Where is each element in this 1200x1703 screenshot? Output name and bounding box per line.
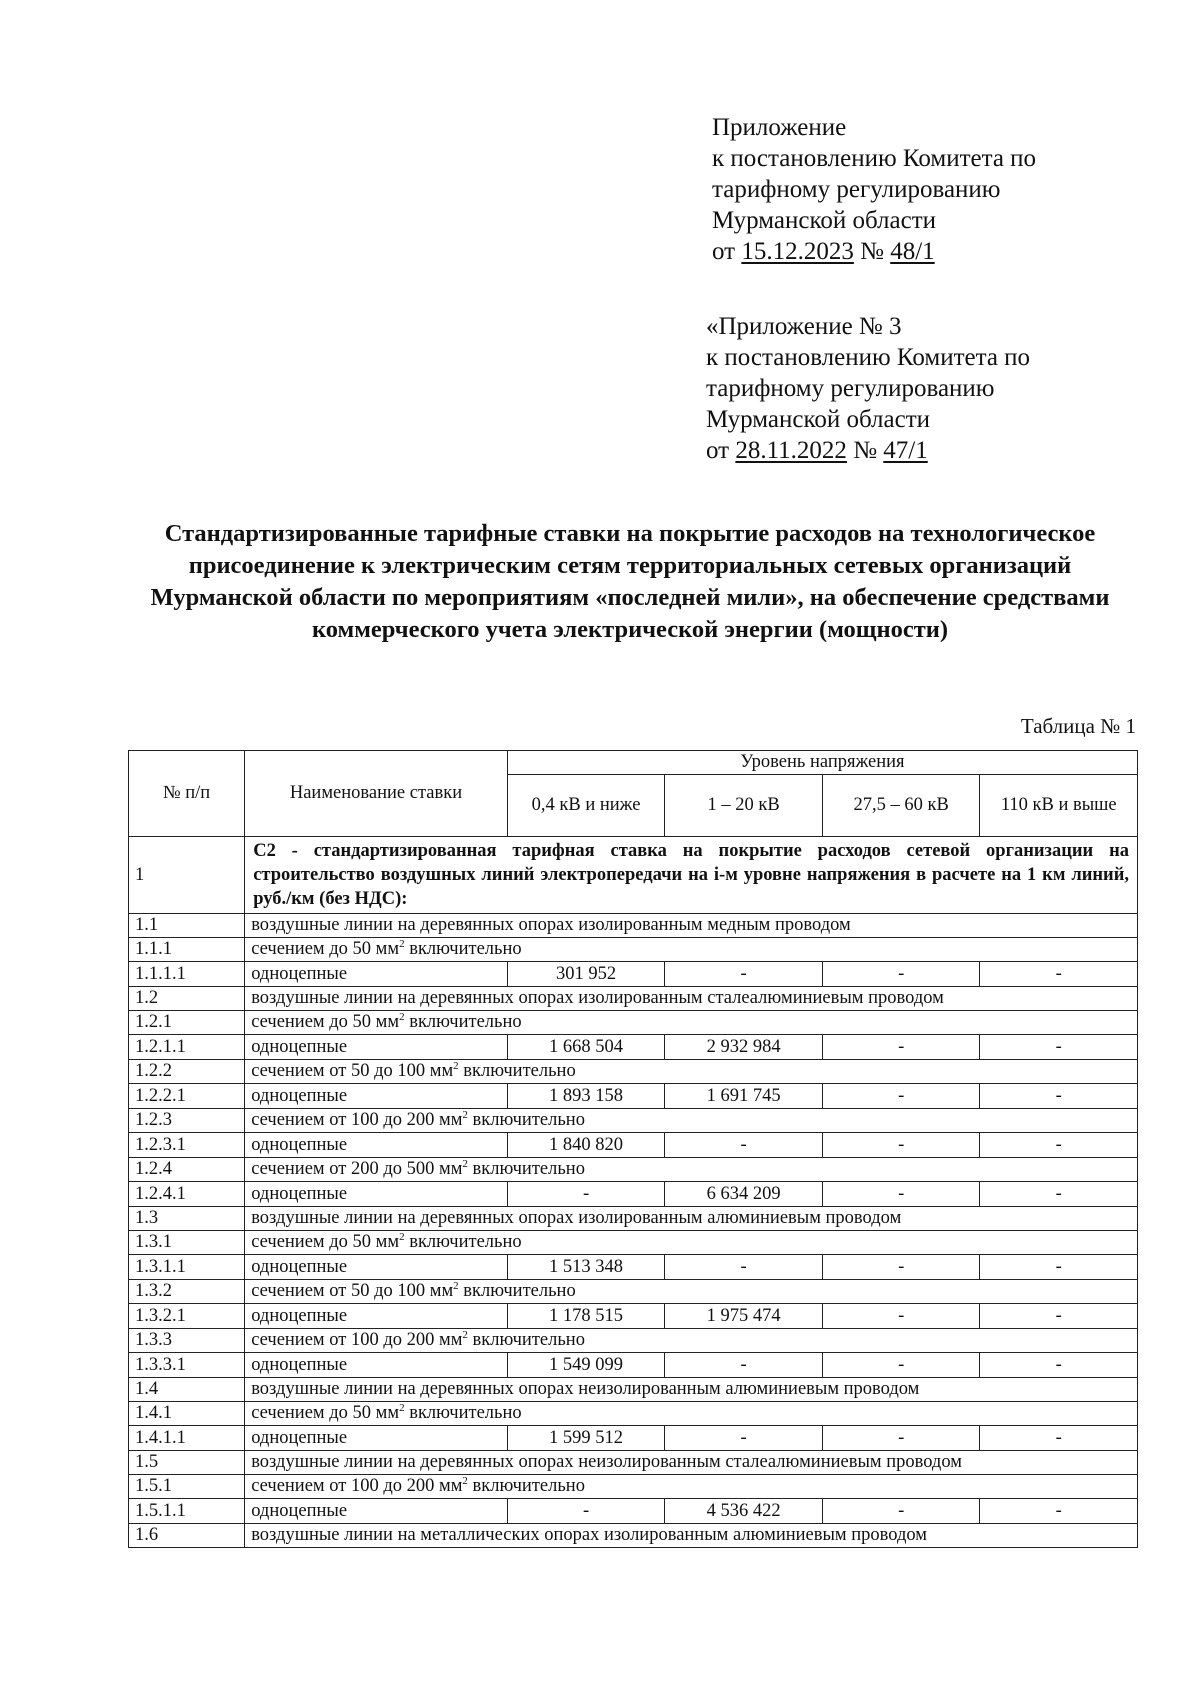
- group-text: воздушные линии на металлических опорах изолированным алюминиевым проводом: [251, 1525, 928, 1545]
- group-description: [245, 1158, 1138, 1182]
- group-description: [245, 1280, 1138, 1304]
- rate-value: -: [980, 1182, 1138, 1207]
- rate-value: 4 536 422: [665, 1499, 823, 1524]
- rate-value: -: [665, 962, 823, 987]
- row-number: 1.5: [129, 1451, 245, 1475]
- rate-value: -: [980, 1084, 1138, 1109]
- row-number: 1.5.1: [129, 1475, 245, 1499]
- appendix-line: к постановлению Комитета по: [712, 145, 1037, 172]
- date-prefix: от: [706, 437, 736, 464]
- group-text-tail: включительно: [458, 1281, 576, 1301]
- group-row: [129, 1158, 1138, 1182]
- rate-value: -: [980, 1499, 1138, 1524]
- rate-value: 1 668 504: [507, 1035, 665, 1060]
- group-text-tail: включительно: [404, 1012, 522, 1032]
- row-number: 1.3: [129, 1207, 245, 1231]
- rate-row: [129, 1035, 1138, 1060]
- group-text-tail: включительно: [404, 1403, 522, 1423]
- rate-row: [129, 1133, 1138, 1158]
- rate-value: 1 840 820: [507, 1133, 665, 1158]
- row-number: 1.3.3.1: [129, 1353, 245, 1378]
- rate-value: 1 975 474: [665, 1304, 823, 1329]
- col-header-level: 1 – 20 кВ: [665, 775, 823, 837]
- rate-value: -: [822, 1353, 980, 1378]
- rate-value: -: [822, 1255, 980, 1280]
- rate-name: одноцепные: [245, 1426, 508, 1451]
- row-number: 1.3.2: [129, 1280, 245, 1304]
- row-number: 1.2: [129, 987, 245, 1011]
- rate-value: -: [507, 1182, 665, 1207]
- appendix-date: 15.12.2023: [741, 238, 854, 265]
- rate-name: одноцепные: [245, 1304, 508, 1329]
- row-number: 1.6: [129, 1524, 245, 1548]
- rate-name: одноцепные: [245, 1133, 508, 1158]
- rate-value: -: [980, 1133, 1138, 1158]
- rate-row: [129, 1304, 1138, 1329]
- row-number: 1.1.1.1: [129, 962, 245, 987]
- row-number: 1.2.4.1: [129, 1182, 245, 1207]
- group-description: [245, 1329, 1138, 1353]
- appendix-line: Мурманской области: [706, 406, 931, 433]
- rate-value: -: [980, 1353, 1138, 1378]
- rate-value: 1 178 515: [507, 1304, 665, 1329]
- rate-row: [129, 1084, 1138, 1109]
- rate-value: -: [665, 1133, 823, 1158]
- group-text: сечением до 50 мм: [251, 1232, 400, 1252]
- number-prefix: №: [846, 437, 884, 464]
- rate-name: одноцепные: [245, 1499, 508, 1524]
- rate-value: 1 893 158: [507, 1084, 665, 1109]
- group-text: сечением от 200 до 500 мм: [251, 1159, 463, 1179]
- rate-row: [129, 1426, 1138, 1451]
- group-description: [245, 987, 1138, 1011]
- group-text: сечением от 50 до 100 мм: [251, 1281, 454, 1301]
- row-number: 1.4.1.1: [129, 1426, 245, 1451]
- appendix-line: тарифному регулированию: [712, 176, 1001, 203]
- rate-name: одноцепные: [245, 1182, 508, 1207]
- row-number: 1.4.1: [129, 1402, 245, 1426]
- group-row: [129, 1378, 1138, 1402]
- group-row: [129, 1231, 1138, 1255]
- rate-row: [129, 1353, 1138, 1378]
- rate-name: одноцепные: [245, 1084, 508, 1109]
- group-text: сечением от 50 до 100 мм: [251, 1061, 454, 1081]
- row-number: 1.1: [129, 914, 245, 938]
- rate-value: 2 932 984: [665, 1035, 823, 1060]
- appendix-line: «Приложение № 3: [706, 313, 902, 340]
- appendix-number: 47/1: [883, 437, 928, 464]
- group-description: [245, 1231, 1138, 1255]
- appendix-line: к постановлению Комитета по: [706, 344, 1031, 371]
- tariff-table: [128, 750, 1138, 1548]
- group-text-tail: включительно: [467, 1159, 585, 1179]
- unit-superscript: 2: [453, 1059, 459, 1072]
- group-text-tail: включительно: [458, 1061, 576, 1081]
- group-row: [129, 1109, 1138, 1133]
- rate-value: -: [822, 1499, 980, 1524]
- group-row: [129, 1060, 1138, 1084]
- rate-value: -: [822, 1426, 980, 1451]
- rate-value: 1 691 745: [665, 1084, 823, 1109]
- group-text: воздушные линии на деревянных опорах изолированным медным проводом: [251, 915, 851, 935]
- group-text: сечением от 100 до 200 мм: [251, 1330, 463, 1350]
- row-number: 1.3.3: [129, 1329, 245, 1353]
- rate-value: 301 952: [507, 962, 665, 987]
- group-text: воздушные линии на деревянных опорах изолированным сталеалюминиевым проводом: [251, 988, 944, 1008]
- row-number: 1.2.1.1: [129, 1035, 245, 1060]
- rate-value: -: [822, 1304, 980, 1329]
- col-header-level: 0,4 кВ и ниже: [507, 775, 665, 837]
- unit-superscript: 2: [462, 1328, 468, 1341]
- group-text-tail: включительно: [467, 1476, 585, 1496]
- appendix-date: 28.11.2022: [735, 437, 847, 464]
- appendix-line: Приложение: [712, 114, 847, 141]
- row-number: 1.1.1: [129, 938, 245, 962]
- group-row: [129, 1402, 1138, 1426]
- rate-value: 1 513 348: [507, 1255, 665, 1280]
- rate-name: одноцепные: [245, 1035, 508, 1060]
- rate-name: одноцепные: [245, 1255, 508, 1280]
- unit-superscript: 2: [399, 937, 405, 950]
- group-description: [245, 1109, 1138, 1133]
- rate-value: -: [665, 1255, 823, 1280]
- col-header-num: № п/п: [129, 751, 245, 837]
- group-description: [245, 938, 1138, 962]
- rate-value: -: [822, 1084, 980, 1109]
- group-row: [129, 1011, 1138, 1035]
- group-text: сечением до 50 мм: [251, 1012, 400, 1032]
- rate-name: одноцепные: [245, 962, 508, 987]
- rate-value: -: [980, 962, 1138, 987]
- row-number: 1.2.1: [129, 1011, 245, 1035]
- date-prefix: от: [712, 238, 742, 265]
- unit-superscript: 2: [462, 1108, 468, 1121]
- appendix-date-line: [712, 236, 1036, 267]
- appendix-previous: [706, 311, 1030, 466]
- rate-value: -: [980, 1255, 1138, 1280]
- rate-value: -: [822, 1035, 980, 1060]
- col-header-level: 110 кВ и выше: [980, 775, 1138, 837]
- group-text: воздушные линии на деревянных опорах изолированным алюминиевым проводом: [251, 1208, 902, 1228]
- group-text: сечением до 50 мм: [251, 939, 400, 959]
- row-number: 1.2.2.1: [129, 1084, 245, 1109]
- rate-value: -: [822, 962, 980, 987]
- rate-value: -: [822, 1133, 980, 1158]
- rate-name: одноцепные: [245, 1353, 508, 1378]
- rate-row: [129, 1499, 1138, 1524]
- row-number: 1.5.1.1: [129, 1499, 245, 1524]
- group-description: [245, 1060, 1138, 1084]
- document-title: Стандартизированные тарифные ставки на покрытие расходов на технологическое присоединение к электрическим сетям территориальных сетевых организаций Мурманской области по мероприятиям «последней мили», на обеспечение средствами коммерческого учета электрической энергии (мощности): [150, 520, 1110, 643]
- group-text: сечением от 100 до 200 мм: [251, 1110, 463, 1130]
- rate-value: -: [507, 1499, 665, 1524]
- rate-value: -: [665, 1353, 823, 1378]
- group-row: [129, 914, 1138, 938]
- unit-superscript: 2: [462, 1157, 468, 1170]
- group-text: сечением от 100 до 200 мм: [251, 1476, 463, 1496]
- group-description: [245, 1402, 1138, 1426]
- group-row: [129, 1207, 1138, 1231]
- group-description: [245, 1207, 1138, 1231]
- group-description: [245, 1451, 1138, 1475]
- group-row: [129, 1451, 1138, 1475]
- row-number: 1: [129, 837, 245, 914]
- group-row: [129, 987, 1138, 1011]
- group-text-tail: включительно: [467, 1110, 585, 1130]
- group-text: воздушные линии на деревянных опорах неизолированным сталеалюминиевым проводом: [251, 1452, 962, 1472]
- group-row: [129, 1524, 1138, 1548]
- rate-value: -: [980, 1304, 1138, 1329]
- group-row: [129, 1475, 1138, 1499]
- group-description: [245, 1378, 1138, 1402]
- rate-row: [129, 962, 1138, 987]
- unit-superscript: 2: [399, 1401, 405, 1414]
- group-row: [129, 938, 1138, 962]
- group-description: [245, 1524, 1138, 1548]
- appendix-line: Мурманской области: [712, 207, 937, 234]
- number-prefix: №: [853, 238, 891, 265]
- rate-value: 1 599 512: [507, 1426, 665, 1451]
- col-header-level: 27,5 – 60 кВ: [822, 775, 980, 837]
- group-description: [245, 914, 1138, 938]
- appendix-date-line: [706, 435, 1030, 466]
- row-number: 1.4: [129, 1378, 245, 1402]
- section-heading: С2 - стандартизированная тарифная ставка на покрытие расходов сетевой организации на строительство воздушных линий электропередачи на i-м уровне напряжения в расчете на 1 км линий, руб./км (без НДС):: [245, 837, 1138, 914]
- rate-value: 1 549 099: [507, 1353, 665, 1378]
- unit-superscript: 2: [399, 1010, 405, 1023]
- group-text-tail: включительно: [404, 1232, 522, 1252]
- row-number: 1.2.4: [129, 1158, 245, 1182]
- unit-superscript: 2: [453, 1279, 459, 1292]
- group-text: воздушные линии на деревянных опорах неизолированным алюминиевым проводом: [251, 1379, 920, 1399]
- rate-row: [129, 1255, 1138, 1280]
- rate-value: -: [980, 1035, 1138, 1060]
- rate-value: -: [822, 1182, 980, 1207]
- rate-value: -: [665, 1426, 823, 1451]
- rate-value: -: [980, 1426, 1138, 1451]
- row-number: 1.2.3.1: [129, 1133, 245, 1158]
- unit-superscript: 2: [462, 1474, 468, 1487]
- row-number: 1.3.1.1: [129, 1255, 245, 1280]
- group-row: [129, 1280, 1138, 1304]
- group-row: [129, 1329, 1138, 1353]
- rate-value: 6 634 209: [665, 1182, 823, 1207]
- group-text: сечением до 50 мм: [251, 1403, 400, 1423]
- section-row: [129, 837, 1138, 914]
- group-text-tail: включительно: [404, 939, 522, 959]
- col-header-voltage-level: Уровень напряжения: [507, 751, 1137, 775]
- table-label: Таблица № 1: [1020, 714, 1136, 738]
- group-text-tail: включительно: [467, 1330, 585, 1350]
- col-header-name: Наименование ставки: [245, 751, 508, 837]
- appendix-current: [712, 112, 1036, 267]
- unit-superscript: 2: [399, 1230, 405, 1243]
- group-description: [245, 1475, 1138, 1499]
- row-number: 1.2.2: [129, 1060, 245, 1084]
- group-description: [245, 1011, 1138, 1035]
- rate-row: [129, 1182, 1138, 1207]
- row-number: 1.2.3: [129, 1109, 245, 1133]
- appendix-line: тарифному регулированию: [706, 375, 995, 402]
- appendix-number: 48/1: [890, 238, 935, 265]
- row-number: 1.3.1: [129, 1231, 245, 1255]
- row-number: 1.3.2.1: [129, 1304, 245, 1329]
